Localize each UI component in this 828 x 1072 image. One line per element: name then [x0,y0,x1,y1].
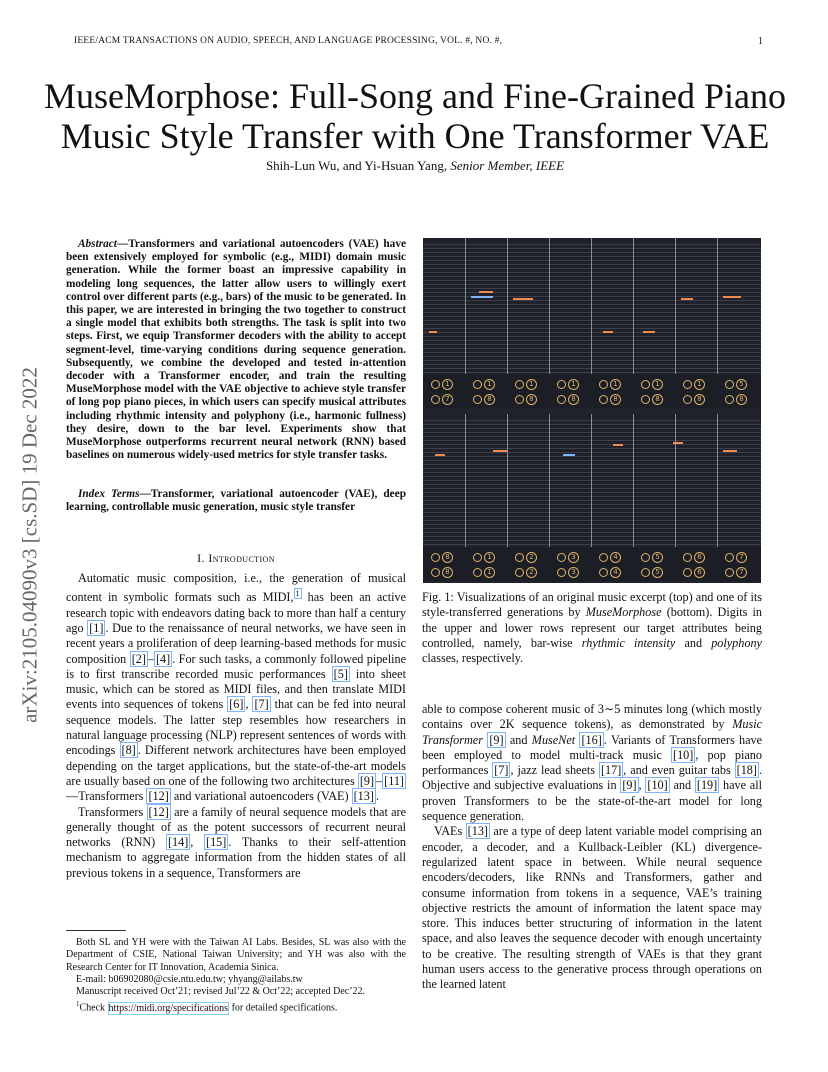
pitch-line [423,500,761,501]
pitch-line [423,360,761,361]
pitch-line [423,288,761,289]
pitch-line [423,472,761,473]
pitch-line [423,524,761,525]
citation-link[interactable]: [15] [206,835,227,850]
pitch-line [423,280,761,281]
text-run: , jazz lead sheets [510,763,599,778]
attribute-icon [473,553,482,562]
text-run: Transformers [78,804,147,819]
bar-line [633,414,634,547]
attribute-icon [599,380,608,389]
index-terms-text: —Transformer, variational autoencoder (VAE), deep learning, controllable music generation, music style transfer [66,488,406,514]
text-run: Automatic music composition, i.e., the generation of musical content in symbolic formats such as MIDI, [66,571,406,605]
author-membership: Senior Member, IEEE [450,158,565,173]
pitch-line [423,444,761,445]
attribute-icon [599,568,608,577]
polyphony-digit: 7 [442,394,453,405]
right-column-body [422,702,762,993]
citation-link[interactable]: [1] [89,620,104,635]
pitch-line [423,320,761,321]
polyphony-digit: 6 [694,567,705,578]
attribute-icon [473,568,482,577]
rhythmic-intensity-digit: 1 [568,379,579,390]
polyphony-digit: 8 [694,394,705,405]
pitch-line [423,420,761,421]
bar-line [675,414,676,547]
citation-link[interactable]: [10] [647,778,668,793]
bar-line [549,414,550,547]
text-run: (bottom). Digits in the upper and lower rows represent our target attributes being controlled, namely, bar-wise [422,605,762,650]
note-block [603,331,613,333]
citation-link[interactable]: [5] [333,666,348,681]
rhythmic-intensity-digit: 5 [736,379,747,390]
text-run: and variational autoencoders (VAE) [170,789,352,804]
pitch-line [423,308,761,309]
pitch-line [423,344,761,345]
note-block [673,442,683,444]
right-paragraph-1 [422,702,762,824]
bar-line [717,238,718,374]
bar-line [633,238,634,374]
citation-link[interactable]: [9] [359,773,375,788]
note-block [723,296,741,298]
pitch-line [423,268,761,269]
citation-link[interactable]: [13] [467,824,488,839]
attribute-icon [431,395,440,404]
citation-link[interactable]: [12] [148,804,169,819]
pitch-line [423,440,761,441]
attribute-icon [725,553,734,562]
abstract-label: Abstract [78,238,117,250]
citation-link[interactable]: [17] [600,763,622,778]
bar-line [465,238,466,374]
abstract-text: —Transformers and variational autoencoders (VAE) have been extensively employed for symbolic (e.g., MIDI) domain music generation. While the former boast an impressive capability in modeling long sequences, the latter allow users to willingly exert control over different parts (e.g., bars) of the music to be generated. In this paper, we are interested in bringing the two together to construct a single model that exhibits both strengths. The task is split into two steps. First, we equip Transformer decoders with the ability to accept segment-level, time-varying conditions during sequence generation. Subsequently, we combine the developed and tested in-attention decoder with a Transformer encoder, and train the resulting MuseMorphose model with the VAE objective to achieve style transfer of long pop piano pieces, in which users can specify musical attributes including rhythmic intensity and polyphony (i.e., harmonic fullness) they desire, down to the bar level. Experiments show that MuseMorphose outperforms recurrent neural network (RNN) based baselines on numerous widely-used metrics for style transfer tasks. [66,238,406,462]
citation-link[interactable]: [11] [384,773,404,788]
polyphony-digit: 8 [652,394,663,405]
text-run: for detailed specifications. [229,1002,338,1014]
attribute-icon [599,395,608,404]
bar-line [507,238,508,374]
attribute-icon [641,395,650,404]
footnote-marker[interactable]: 1 [295,589,300,599]
pitch-line [423,304,761,305]
pitch-line [423,348,761,349]
attribute-icon [431,553,440,562]
pitch-line [423,536,761,537]
text-run: and [675,635,712,650]
polyphony-digit: 4 [610,567,621,578]
pitch-line [423,256,761,257]
text-run: . Thanks to their self-attention mechanism to aggregate information from the hidden states of all previous tokens in a sequence, Transformers are [66,835,407,880]
pitch-line [423,424,761,425]
text-run: Fig. 1: Visualizations of an original music excerpt (top) and one of its style-transferred generations by [422,590,762,620]
citation-link[interactable]: [13] [353,789,374,804]
arxiv-identifier: arXiv:2105.04090v3 [cs.SD] 19 Dec 2022 [17,367,42,723]
attribute-icon [431,568,440,577]
text-run: . For such tasks, a commonly followed pipeline is to first transcribe recorded music performances [66,651,406,681]
pitch-line [423,352,761,353]
attribute-icon [515,553,524,562]
rhythmic-intensity-digit: 1 [694,379,705,390]
text-run: , [638,778,646,793]
pitch-line [423,448,761,449]
rhythmic-intensity-digit: 1 [442,379,453,390]
attribute-icon [473,395,482,404]
pitch-line [423,544,761,545]
note-block [479,291,493,293]
pitch-line [423,452,761,453]
pitch-line [423,432,761,433]
attribute-icon [641,380,650,389]
footnotes [66,937,406,1015]
pitch-line [423,248,761,249]
pitch-line [423,332,761,333]
citation-link[interactable]: [12] [148,789,169,804]
pitch-line [423,480,761,481]
pitch-line [423,532,761,533]
author-names: Shih-Lun Wu, and Yi-Hsuan Yang, [265,158,451,173]
rhythmic-intensity-digit: 1 [484,379,495,390]
polyphony-digit: 8 [568,394,579,405]
pitch-line [423,464,761,465]
text-run: —Transformers [66,789,147,804]
midi-spec-link[interactable]: https://midi.org/specifications [108,1002,229,1014]
note-block [429,331,437,333]
pitch-line [423,328,761,329]
title-line-1: MuseMorphose: Full-Song and Fine-Grained Piano [44,76,786,116]
right-paragraph-2 [422,824,762,992]
intro-paragraph-2: Transformers [12] are a family of neural sequence models that are generally thought of as the potent successors of recurrent neural networks (RNN) [14] , [15] . Thanks to their self-attention mechanism to aggregate information from the hidden states of all previous tokens in a sequence, Transformers are [66,804,407,880]
citation-link[interactable]: [18] [736,763,757,778]
polyphony-digit: 8 [736,394,747,405]
pitch-line [423,492,761,493]
pitch-line [423,512,761,513]
title-line-2: Music Style Transfer with One Transformer VAE [60,116,770,156]
citation-link[interactable]: [9] [622,778,637,793]
note-block [493,450,507,452]
abstract [66,238,406,462]
note-block [643,331,655,333]
note-block [435,454,445,456]
citation-link[interactable]: [10] [673,747,694,762]
section-title: Introduction [208,551,275,565]
attribute-icon [557,568,566,577]
rhythmic-intensity-digit: 4 [610,552,621,563]
polyphony-digit: 1 [484,567,495,578]
text-run: into sheet music, which can be stored as MIDI files, and then translate MIDI events into sequences of tokens [66,666,406,712]
pitch-line [423,496,761,497]
intro-body [66,571,406,881]
model-name: MuseNet [531,732,576,747]
citation-link[interactable]: [14] [167,835,189,850]
pitch-line [423,312,761,313]
citation-link[interactable]: [7] [494,763,509,778]
pitch-line [423,484,761,485]
bar-line [591,238,592,374]
attribute-icon [557,395,566,404]
note-block [613,444,623,446]
attribute-icon [725,380,734,389]
rhythmic-intensity-digit: 6 [694,552,705,563]
footnote-rule [66,930,126,931]
note-block [681,298,693,300]
pitch-line [423,356,761,357]
pitch-line [423,324,761,325]
pitch-line [423,316,761,317]
affiliation-note: Both SL and YH were with the Taiwan AI Labs. Besides, SL was also with the Department of CSIE, National Taiwan University; and YH was also with the Research Center for IT Innovation, Academia Sinica. [66,937,406,973]
manuscript-note: Manuscript received Oct’21; revised Jul’22 & Oct’22; accepted Dec’22. [76,986,366,998]
model-name: MuseMorphose [585,605,662,620]
text-run: . [375,789,379,804]
index-terms [66,488,406,514]
polyphony-digit: 3 [568,567,579,578]
rhythmic-intensity-digit: 1 [610,379,621,390]
figure-1 [423,238,761,583]
text-run: . Due to the renaissance of neural networks, we have seen in recent years a proliferation of deep learning-based methods for music composition [66,620,406,666]
attribute-icon [641,568,650,577]
pitch-line [423,272,761,273]
pitch-line [423,244,761,245]
pitch-line [423,468,761,469]
pitch-line [423,292,761,293]
rhythmic-intensity-digit: 5 [652,552,663,563]
polyphony-digit: 8 [526,394,537,405]
pitch-line [423,372,761,373]
rhythmic-intensity-digit: 1 [526,379,537,390]
note-block [563,454,575,456]
text-run: , and even guitar tabs [623,763,735,778]
text-run: able to compose coherent music of 3∼5 minutes long (which mostly contains over 2K sequence tokens), as demonstrated by [422,702,762,732]
arxiv-stamp [10,310,50,780]
attribute-icon [683,395,692,404]
citation-link[interactable]: [2] [131,651,146,666]
attribute-icon [683,568,692,577]
attribute-icon [515,380,524,389]
attribute-icon [641,553,650,562]
index-terms-label: Index Terms [78,488,140,500]
attribute-digits-transferred [423,547,761,581]
email-note: E-mail: b06902080@csie.ntu.edu.tw; yhyang@ailabs.tw [76,973,303,985]
rhythmic-intensity-digit: 8 [442,552,453,563]
pitch-line [423,508,761,509]
pitch-line [423,336,761,337]
note-block [723,450,737,452]
bar-line [549,238,550,374]
bar-line [717,414,718,547]
pitch-line [423,540,761,541]
attribute-icon [683,553,692,562]
text-run: have all proven Transformers to be the state-of-the-art model for long sequence generation. [422,778,762,824]
text-run: . Different network architectures have been employed depending on the target applications, but the state-of-the-art models are usually based on one of the following two architectures [66,743,407,788]
note-block [471,296,493,298]
polyphony-digit: 7 [736,567,747,578]
pitch-line [423,504,761,505]
rhythmic-intensity-digit: 1 [484,552,495,563]
polyphony-digit: 8 [442,567,453,578]
rhythmic-intensity-digit: 2 [526,552,537,563]
pitch-line [423,364,761,365]
citation-link[interactable]: [7] [254,697,269,712]
pitch-line [423,476,761,477]
attribute-name: rhythmic intensity [581,635,676,650]
section-heading [66,551,406,566]
polyphony-digit: 2 [526,567,537,578]
text-run: VAEs [434,824,466,839]
attribute-icon [431,380,440,389]
pitch-line [423,528,761,529]
bar-line [675,238,676,374]
pitch-line [423,368,761,369]
bar-line [465,414,466,547]
footnote-1 [66,998,406,1015]
text-run: and [505,732,532,747]
pitch-line [423,428,761,429]
text-run: are a family of neural sequence models that are generally thought of as the potent successors of recurrent neural networks (RNN) [66,804,406,850]
pitch-line [423,284,761,285]
bar-line [507,414,508,547]
rhythmic-intensity-digit: 7 [736,552,747,563]
pitch-line [423,460,761,461]
page-number: 1 [758,36,763,47]
attribute-icon [725,568,734,577]
attribute-icon [599,553,608,562]
attribute-digits-original [423,374,761,408]
pitch-line [423,340,761,341]
bar-line [591,414,592,547]
attribute-icon [473,380,482,389]
polyphony-digit: 8 [484,394,495,405]
running-head: IEEE/ACM TRANSACTIONS ON AUDIO, SPEECH, AND LANGUAGE PROCESSING, VOL. #, NO. #, [74,36,503,46]
pitch-line [423,252,761,253]
pitch-line [423,300,761,301]
piano-roll-original [423,238,761,374]
pitch-line [423,276,761,277]
text-run: has been an active research topic with endeavors dating back to more than half a century ago [66,590,406,635]
piano-roll-transferred [423,414,761,547]
paper-title [40,76,790,156]
attribute-icon [557,380,566,389]
text-run: Check [79,1002,108,1014]
note-block [513,298,533,300]
pitch-line [423,264,761,265]
polyphony-digit: 8 [610,394,621,405]
attribute-name: polyphony [711,635,762,650]
pitch-line [423,520,761,521]
rhythmic-intensity-digit: 3 [568,552,579,563]
citation-link[interactable]: [4] [156,651,171,666]
text-run: classes, respectively. [422,651,524,666]
attribute-icon [515,395,524,404]
rhythmic-intensity-digit: 1 [652,379,663,390]
citation-link[interactable]: [8] [121,743,136,758]
polyphony-digit: 5 [652,567,663,578]
figure-caption [422,590,762,666]
citation-link[interactable]: [6] [229,697,244,712]
pitch-line [423,260,761,261]
attribute-icon [515,568,524,577]
text-run: are a type of deep latent variable model comprising an encoder, a decoder, and a Kullback-Leibler (KL) divergence-regularized latent space in between. While neural sequence encoders/decoders, like RNNs and Transformers, gather and consume information from tokens in a sequence, VAE’s training objective restricts the amount of information the latent space may store. This induces better structuring of information in the latent space, and also leaves the sequence decoder with enough uncertainty to be creative. The resulting strength of VAEs is that they grant human users access to the generative process through operations on the learned latent [422,824,762,992]
text-run: . Objective and subjective evaluations in [422,763,762,793]
text-run: that can be fed into neural sequence models. The latter step resembles how researchers in natural language processing (NLP) represent sentences of words with encodings [66,697,406,758]
citation-link[interactable]: [16] [581,732,602,747]
pitch-line [423,456,761,457]
attribute-icon [725,395,734,404]
pitch-line [423,516,761,517]
section-number: I. [197,551,205,565]
text-run: , pop piano performances [422,747,762,778]
text-run: . Variants of Transformers have been employed to model multi-track music [422,732,763,762]
attribute-icon [557,553,566,562]
citation-link[interactable]: [19] [696,778,718,793]
pitch-line [423,436,761,437]
attribute-icon [683,380,692,389]
footnote-number: 1 [76,1000,80,1009]
text-run: and [669,778,695,793]
pitch-line [423,488,761,489]
intro-paragraph-1: Automatic music composition, i.e., the generation of musical content in symbolic formats such as MIDI, $^1$ has been an active research topic with endeavors dating back to more than half a century ago [1] . Due to the renaissance of neural networks, we have seen in recent years a proliferation of deep learning-based methods for music composition [2] – [4] . For such tasks, a commonly followed pipeline is to first transcribe recorded music performances [5] into sheet music, which can be stored as MIDI files, and then translate MIDI events into sequences of tokens [6] , [7] that can be fed into neural sequence models. The latter step resembles how researchers in natural language processing (NLP) represent sentences of words with encodings [8] . Different network architectures have been employed depending on the target applications, but the state-of-the-art models are usually based on one of the following two architectures [9] – [11]—Transformers [12] and variational autoencoders (VAE) [13] . [66,571,407,804]
model-name: Music Transformer [422,717,762,747]
citation-link[interactable]: [9] [489,732,504,747]
authors [40,158,790,174]
